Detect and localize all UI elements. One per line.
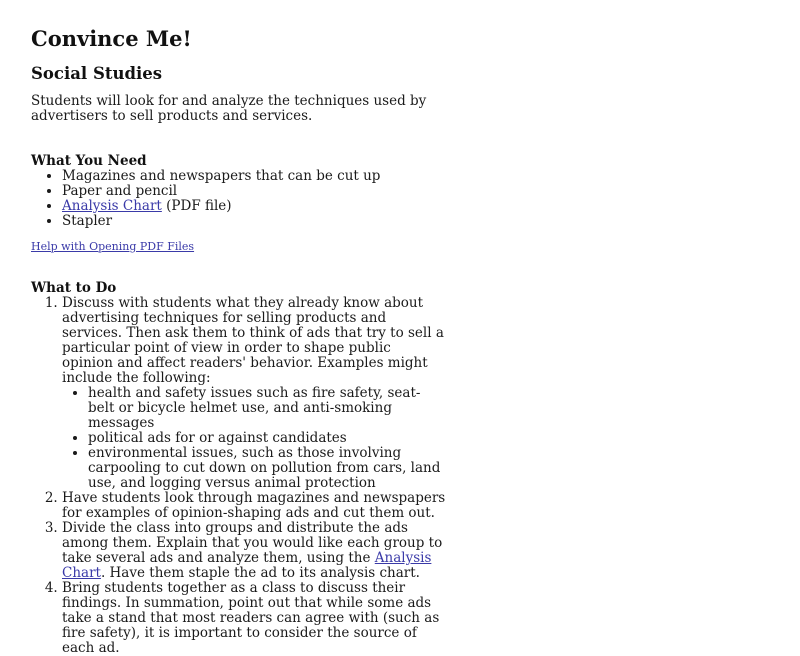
- analysis-chart-link[interactable]: Analysis Chart: [62, 550, 432, 581]
- example-item: • political ads for or against candidates: [88, 431, 446, 446]
- list-item: [62, 214, 446, 229]
- steps-list: [31, 296, 446, 656]
- step-text: Discuss with students what they already know about advertising techniques for selling products and services. Then ask them to think of ads that try to sell a particular point of view in order to shape public opinion and affect readers' behavior. Examples might include the following:: [62, 295, 444, 386]
- examples-list: [62, 386, 446, 491]
- material-text: Magazines and newspapers that can be cut up: [62, 168, 381, 184]
- example-item: • environmental issues, such as those involving carpooling to cut down on pollution from cars, land use, and logging versus animal protection: [88, 446, 446, 491]
- help-opening-pdf-link[interactable]: Help with Opening PDF Files: [31, 240, 195, 253]
- page-title: Convince Me!: [31, 26, 192, 51]
- step-text: . Have them staple the ad to its analysis chart.: [100, 565, 420, 581]
- step-item: [62, 581, 446, 656]
- what-you-need-heading: What You Need: [31, 153, 147, 169]
- step-item: [62, 521, 446, 581]
- step-text: Divide the class into groups and distribute the ads among them. Explain that you would like each group to take several ads and analyze them, using the: [62, 520, 443, 566]
- what-to-do-heading: What to Do: [31, 280, 117, 296]
- intro-paragraph: Students will look for and analyze the techniques used by advertisers to sell products and services.: [31, 93, 427, 124]
- lesson-page: [31, 26, 446, 656]
- subject-heading: Social Studies: [31, 64, 163, 83]
- material-text: Paper and pencil: [62, 183, 178, 199]
- step-item: [62, 296, 446, 491]
- step-text: Have students look through magazines and newspapers for examples of opinion-shaping ads and cut them out.: [62, 490, 446, 521]
- material-text: Stapler: [62, 213, 113, 229]
- list-item: [62, 169, 446, 184]
- list-item: [62, 199, 446, 214]
- example-item: • health and safety issues such as fire safety, seat-belt or bicycle helmet use, and anti-smoking messages: [88, 386, 446, 431]
- list-item: [62, 184, 446, 199]
- step-item: [62, 491, 446, 521]
- step-text: Bring students together as a class to discuss their findings. In summation, point out that while some ads take a stand that most readers can agree with (such as fire safety), it is important to consider the source of each ad.: [62, 580, 440, 656]
- pdf-file-note: (PDF file): [161, 198, 232, 214]
- materials-list: [31, 169, 446, 229]
- analysis-chart-link[interactable]: Analysis Chart: [62, 198, 162, 214]
